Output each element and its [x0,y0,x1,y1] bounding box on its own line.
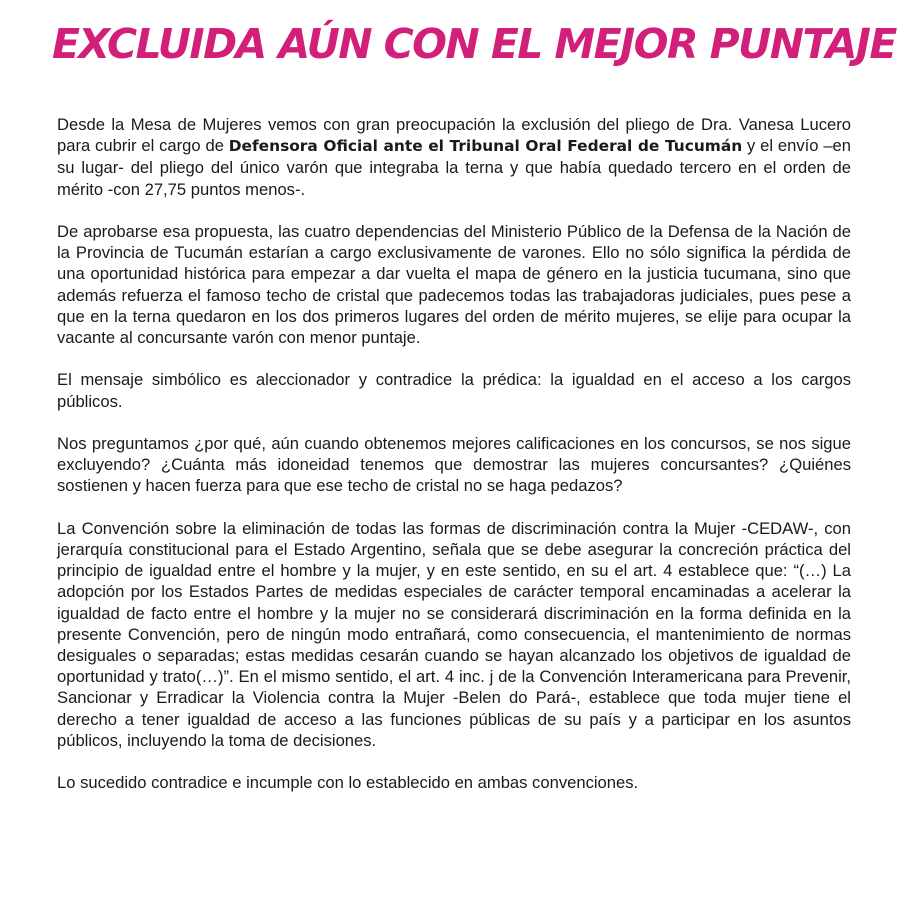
paragraph-2: De aprobarse esa propuesta, las cuatro dependencias del Ministerio Público de la Defensa de la Nación de la Provincia de Tucumán estarían a cargo exclusivamente de varones. Ello no sólo significa la pérdida de una oportunidad histórica para empezar a dar vuelta el mapa de género en la justicia tucumana, sino que además refuerza el famoso techo de cristal que padecemos todas las trabajadoras judiciales, pues pese a que en la terna quedaron en los dos primeros lugares del orden de mérito mujeres, se elije para ocupar la vacante al concursante varón con menor puntaje. [57,222,851,348]
paragraph-1 [57,114,851,200]
page-title: EXCLUIDA AÚN CON EL MEJOR PUNTAJE [52,20,896,68]
paragraph-5: La Convención sobre la eliminación de todas las formas de discriminación contra la Mujer -CEDAW-, con jerarquía constitucional para el Estado Argentino, señala que se debe asegurar la concreción práctica del principio de igualdad entre el hombre y la mujer, y en este sentido, en su el art. 4 establece que: “(…) La adopción por los Estados Partes de medidas especiales de carácter temporal encaminadas a acelerar la igualdad de facto entre el hombre y la mujer no se considerará discriminación en la forma definida en la presente Convención, pero de ningún modo entrañará, como consecuencia, el mantenimiento de normas desiguales o separadas; estas medidas cesarán cuando se hayan alcanzado los objetivos de igualdad de oportunidad y trato(…)”. En el mismo sentido, el art. 4 inc. j de la Convención Interamericana para Prevenir, Sancionar y Erradicar la Violencia contra la Mujer -Belen do Pará-, establece que toda mujer tiene el derecho a tener igualdad de acceso a las funciones públicas de su país y a participar en los asuntos públicos, incluyendo la toma de decisiones. [57,518,851,750]
document-body [57,114,851,815]
paragraph-1-text-end: y el envío –en su lugar- del pliego del único varón que integraba la terna y que había quedado tercero en el orden de mérito -con 27,75 puntos menos-. [57,136,852,199]
paragraph-1-text-start: Desde la Mesa de Mujeres vemos con gran preocupación la exclusión del pliego de Dra. Vanesa Lucero para cubrir el cargo de [57,115,851,156]
paragraph-6: Lo sucedido contradice e incumple con lo establecido en ambas convenciones. [57,773,639,793]
paragraph-4: Nos preguntamos ¿por qué, aún cuando obtenemos mejores calificaciones en los concursos, se nos sigue excluyendo? ¿Cuánta más idoneidad tenemos que demostrar las mujeres concursantes? ¿Quiénes sostienen y hacen fuerza para que ese techo de cristal no se haga pedazos? [57,434,851,496]
paragraph-3: El mensaje simbólico es aleccionador y contradice la prédica: la igualdad en el acceso a los cargos públicos. [57,370,851,411]
paragraph-1-bold-position: Defensora Oficial ante el Tribunal Oral Federal de Tucumán [228,137,743,156]
